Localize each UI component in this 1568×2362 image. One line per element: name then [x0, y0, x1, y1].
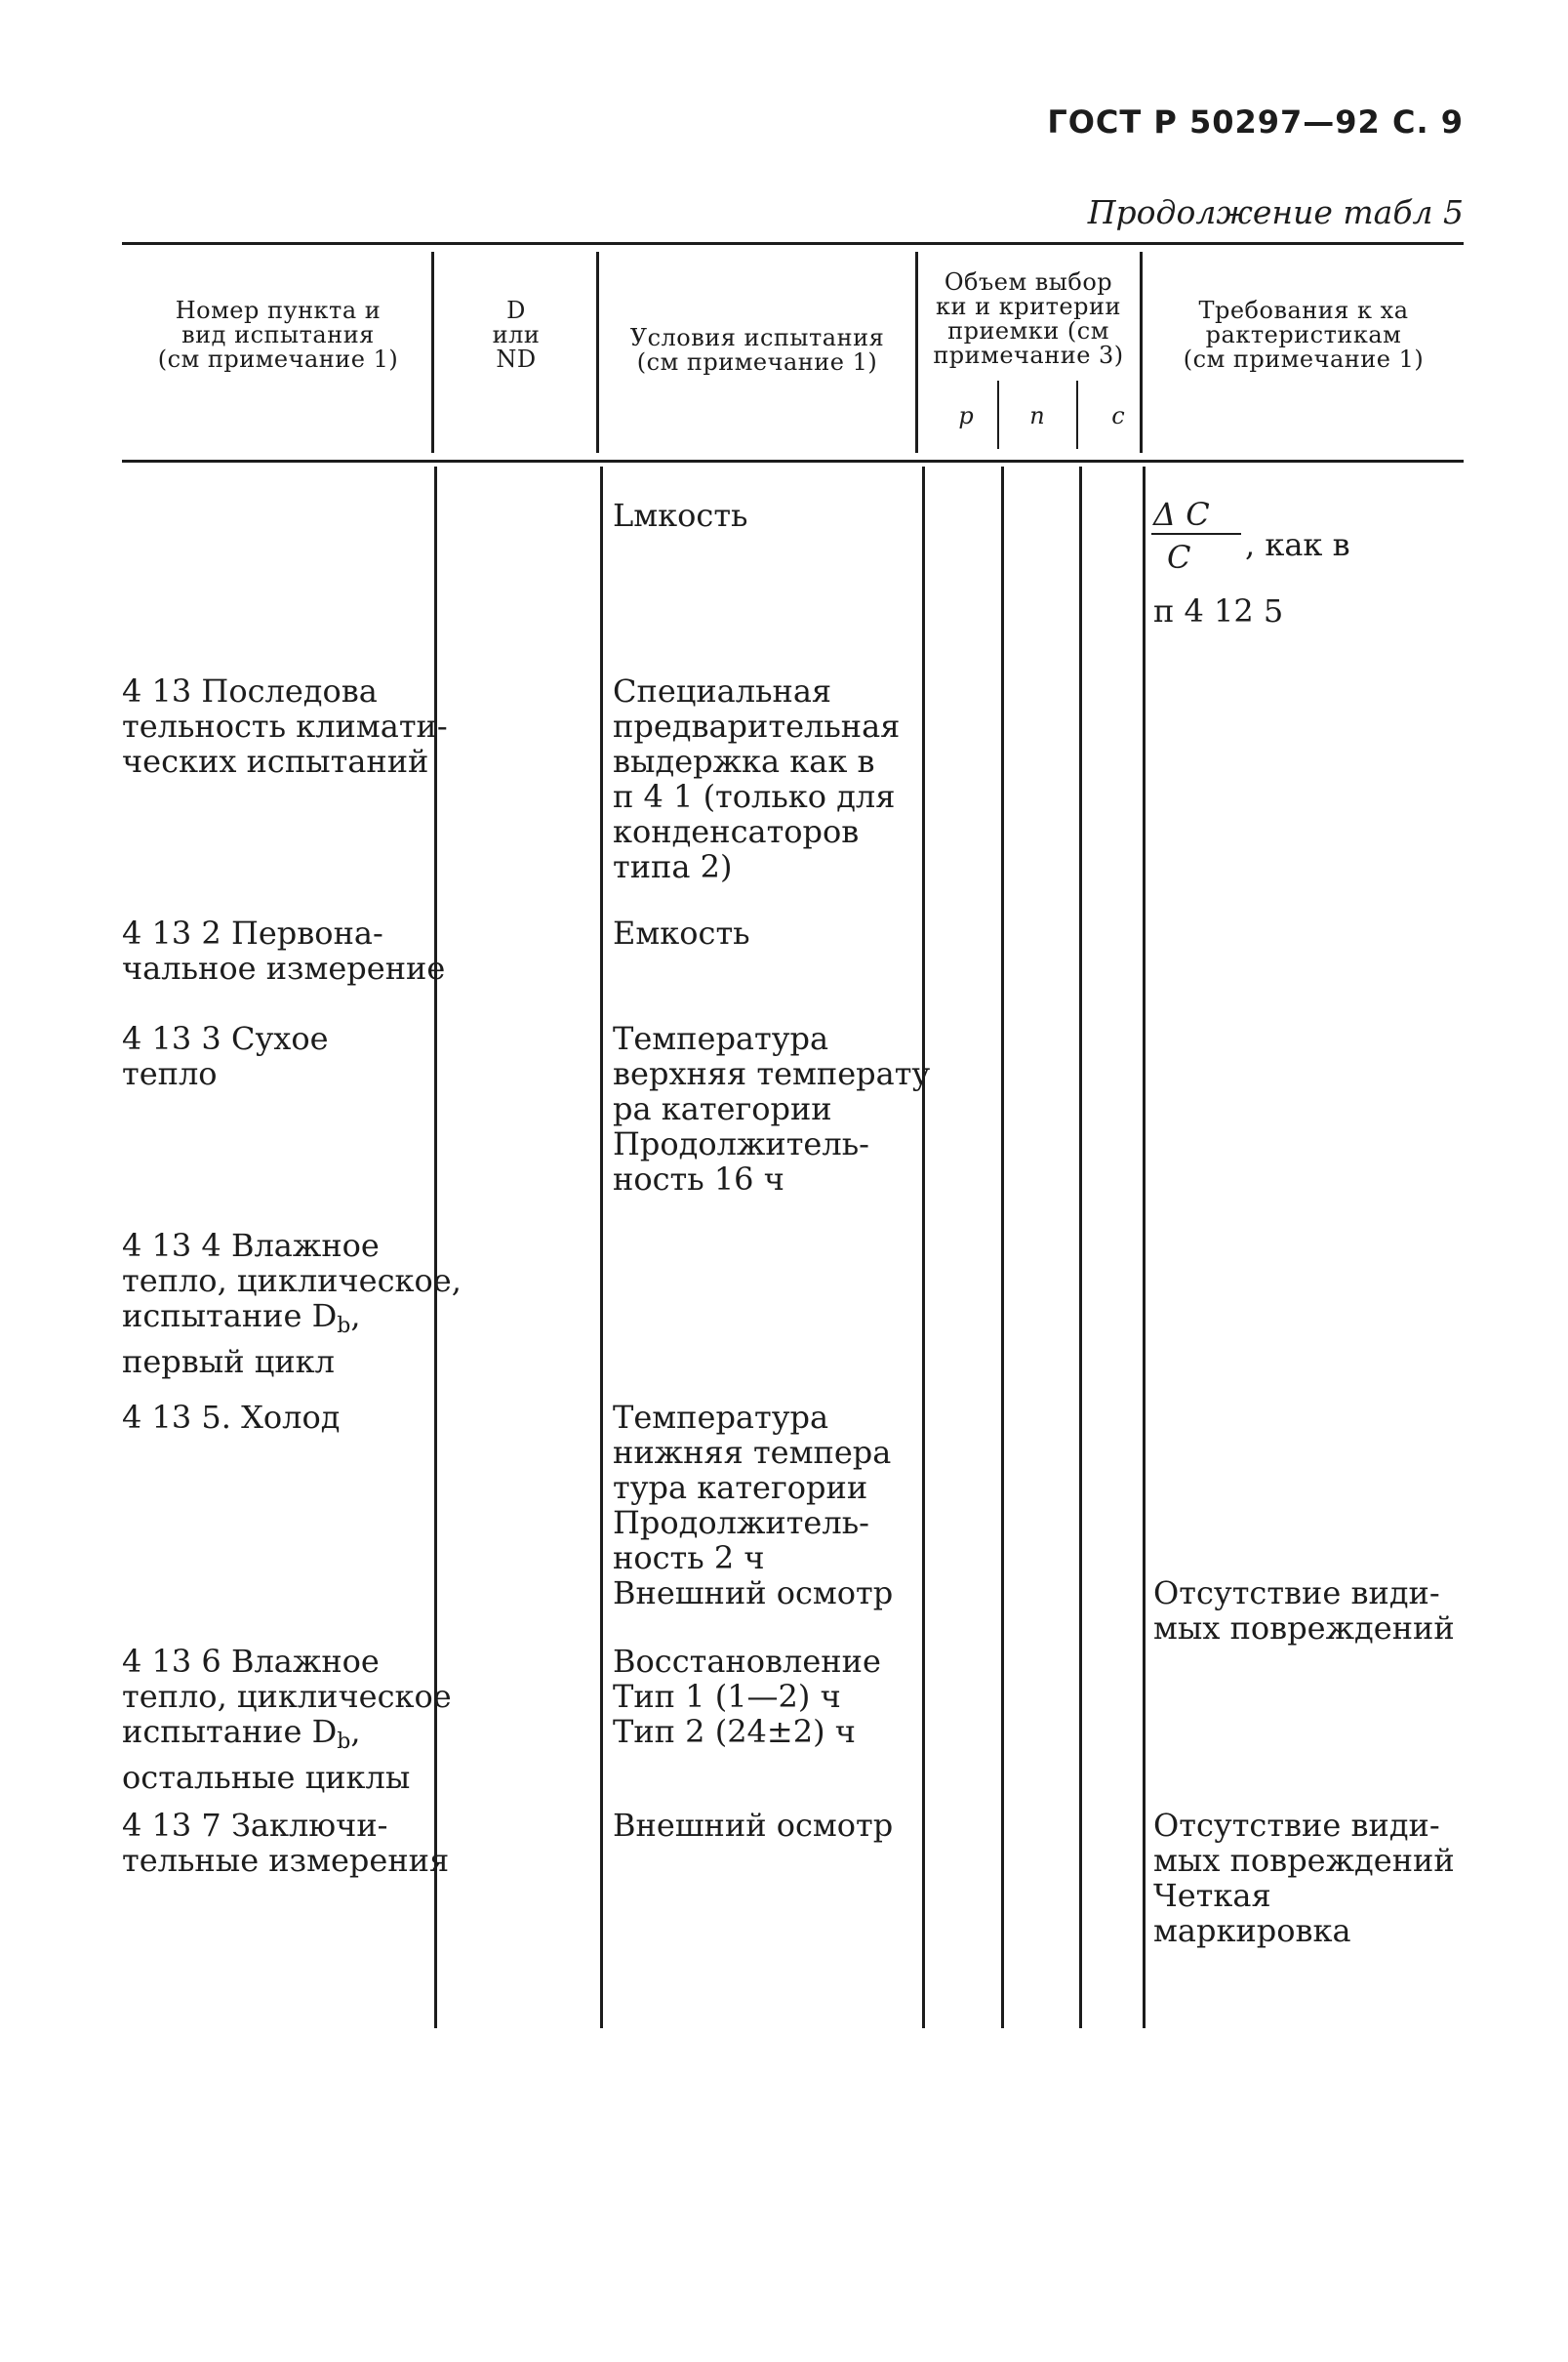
cell-line: маркировка [1153, 1912, 1351, 1949]
cell-line: Температура [613, 1020, 829, 1057]
table-row-item [122, 1228, 462, 1379]
header-separator [431, 252, 434, 453]
table-row-item [122, 1021, 329, 1091]
cell-line: выдержка как в [613, 743, 875, 780]
cell-line: Lмкость [613, 497, 748, 534]
column-header-line: примечание 3) [933, 342, 1124, 369]
body-separator [1079, 467, 1082, 2028]
cell-line: Четкая [1153, 1877, 1271, 1914]
header-bottom-rule [122, 460, 1464, 463]
column-header-line: Объем выбор [944, 268, 1113, 296]
cell-line [122, 1298, 462, 1344]
cell-line: чальное измерение [122, 950, 446, 987]
cell-line: Продолжитель- [613, 1125, 869, 1162]
fraction-denominator: C [1167, 539, 1191, 576]
body-separator [1001, 467, 1004, 2028]
column-header-line: (см примечание 1) [1183, 346, 1425, 373]
column-header-line: (см примечание 1) [157, 346, 399, 373]
fraction-numerator: Δ C [1153, 496, 1210, 533]
column-header-line: ки и критерии [936, 293, 1121, 320]
table-row-conditions [613, 498, 747, 533]
column-header-d-nd [437, 299, 595, 372]
table-top-rule [122, 242, 1464, 245]
cell-line: ность 16 ч [613, 1161, 784, 1198]
subscript: b [337, 1730, 351, 1754]
column-subheader-n: n [1029, 402, 1045, 429]
column-subheader-p: p [958, 402, 974, 429]
column-header-line: вид испытания [181, 321, 375, 348]
body-separator [1143, 467, 1146, 2028]
page-header-title: ГОСТ Р 50297—92 С. 9 [1047, 103, 1464, 141]
column-header-line: рактеристикам [1205, 321, 1402, 348]
cell-line: Отсутствие види- [1153, 1807, 1440, 1844]
cell-line: мых повреждений [1153, 1609, 1455, 1647]
cell-line: п 4 1 (только для [613, 778, 896, 815]
column-header-line: Требования к ха [1198, 297, 1409, 324]
cell-line: тура категории [613, 1469, 868, 1506]
cell-line: 4 13 5. Холод [122, 1399, 341, 1436]
cell-line: ра категории [613, 1090, 832, 1127]
cell-line: Тип 2 (24±2) ч [613, 1713, 856, 1750]
table-row-item [122, 916, 445, 986]
cell-line: тельные измерения [122, 1842, 450, 1879]
table-row-conditions [613, 1400, 893, 1610]
column-header-conditions [600, 326, 914, 375]
table-row-requirements [1153, 1575, 1455, 1646]
cell-line: Тип 1 (1—2) ч [613, 1678, 841, 1715]
column-header-line: Номер пункта и [175, 297, 382, 324]
body-separator [922, 467, 925, 2028]
cell-line: Восстановление [613, 1643, 881, 1680]
table-row-requirements [1153, 1808, 1455, 1948]
column-subheader-c: c [1111, 402, 1125, 429]
fraction-bar [1151, 533, 1241, 535]
cell-line [122, 1714, 452, 1760]
cell-line: 4 13 3 Сухое [122, 1020, 329, 1057]
cell-line: Емкость [613, 915, 750, 952]
cell-text: , [350, 1713, 361, 1750]
column-header-requirements [1146, 299, 1462, 372]
table-row-conditions [613, 916, 750, 951]
cell-line: Внешний осмотр [613, 1807, 894, 1844]
subscript: b [337, 1314, 351, 1338]
cell-line: Внешний осмотр [613, 1574, 894, 1611]
table-row-conditions [613, 1808, 893, 1843]
cell-line: Отсутствие види- [1153, 1574, 1440, 1611]
cell-line: предварительная [613, 708, 901, 745]
table-continuation-label: Продолжение табл 5 [1087, 193, 1464, 231]
table-row-item [122, 1808, 449, 1878]
cell-line: тепло [122, 1055, 218, 1092]
cell-line: первый цикл [122, 1343, 335, 1380]
column-header-line: приемки (см [947, 317, 1109, 345]
requirements-text: , как в [1245, 526, 1350, 563]
cell-text: испытание D [122, 1297, 338, 1334]
cell-line: конденсаторов [613, 813, 860, 850]
cell-line: тепло, циклическое [122, 1678, 452, 1715]
column-header-line: или [492, 321, 541, 348]
table-row-conditions [613, 1644, 881, 1749]
cell-line: Температура [613, 1399, 829, 1436]
header-separator [1140, 252, 1143, 453]
cell-line: Продолжитель- [613, 1504, 869, 1541]
header-separator [596, 252, 599, 453]
cell-text: испытание D [122, 1713, 338, 1750]
cell-line: мых повреждений [1153, 1842, 1455, 1879]
cell-line: типа 2) [613, 848, 733, 885]
cell-line: 4 13 4 Влажное [122, 1227, 380, 1264]
cell-line: нижняя темпера [613, 1434, 892, 1471]
column-header-item [127, 299, 429, 372]
header-separator [1076, 381, 1078, 449]
cell-line: верхняя температу [613, 1055, 931, 1092]
cell-text: , [350, 1297, 361, 1334]
table-row-item [122, 673, 448, 779]
column-header-line: ND [496, 346, 537, 373]
cell-line: 4 13 Последова [122, 672, 378, 710]
requirements-reference: п 4 12 5 [1153, 592, 1284, 630]
cell-line: тепло, циклическое, [122, 1262, 462, 1299]
cell-line: остальные циклы [122, 1759, 411, 1796]
column-header-line: (см примечание 1) [636, 348, 878, 376]
table-row-conditions [613, 1021, 930, 1197]
cell-line: 4 13 2 Первона- [122, 915, 383, 952]
table-row-conditions [613, 673, 900, 884]
cell-line: ческих испытаний [122, 743, 429, 780]
column-header-line: D [506, 297, 526, 324]
header-separator [997, 381, 999, 449]
column-header-line: Условия испытания [629, 324, 885, 351]
cell-line: 4 13 6 Влажное [122, 1643, 380, 1680]
cell-line: ность 2 ч [613, 1539, 765, 1576]
column-header-sampling [918, 270, 1139, 368]
table-row-item [122, 1644, 452, 1795]
table-row-item [122, 1400, 340, 1435]
cell-line: тельность климати- [122, 708, 448, 745]
cell-line: 4 13 7 Заключи- [122, 1807, 388, 1844]
cell-line: Специальная [613, 672, 832, 710]
body-separator [600, 467, 603, 2028]
